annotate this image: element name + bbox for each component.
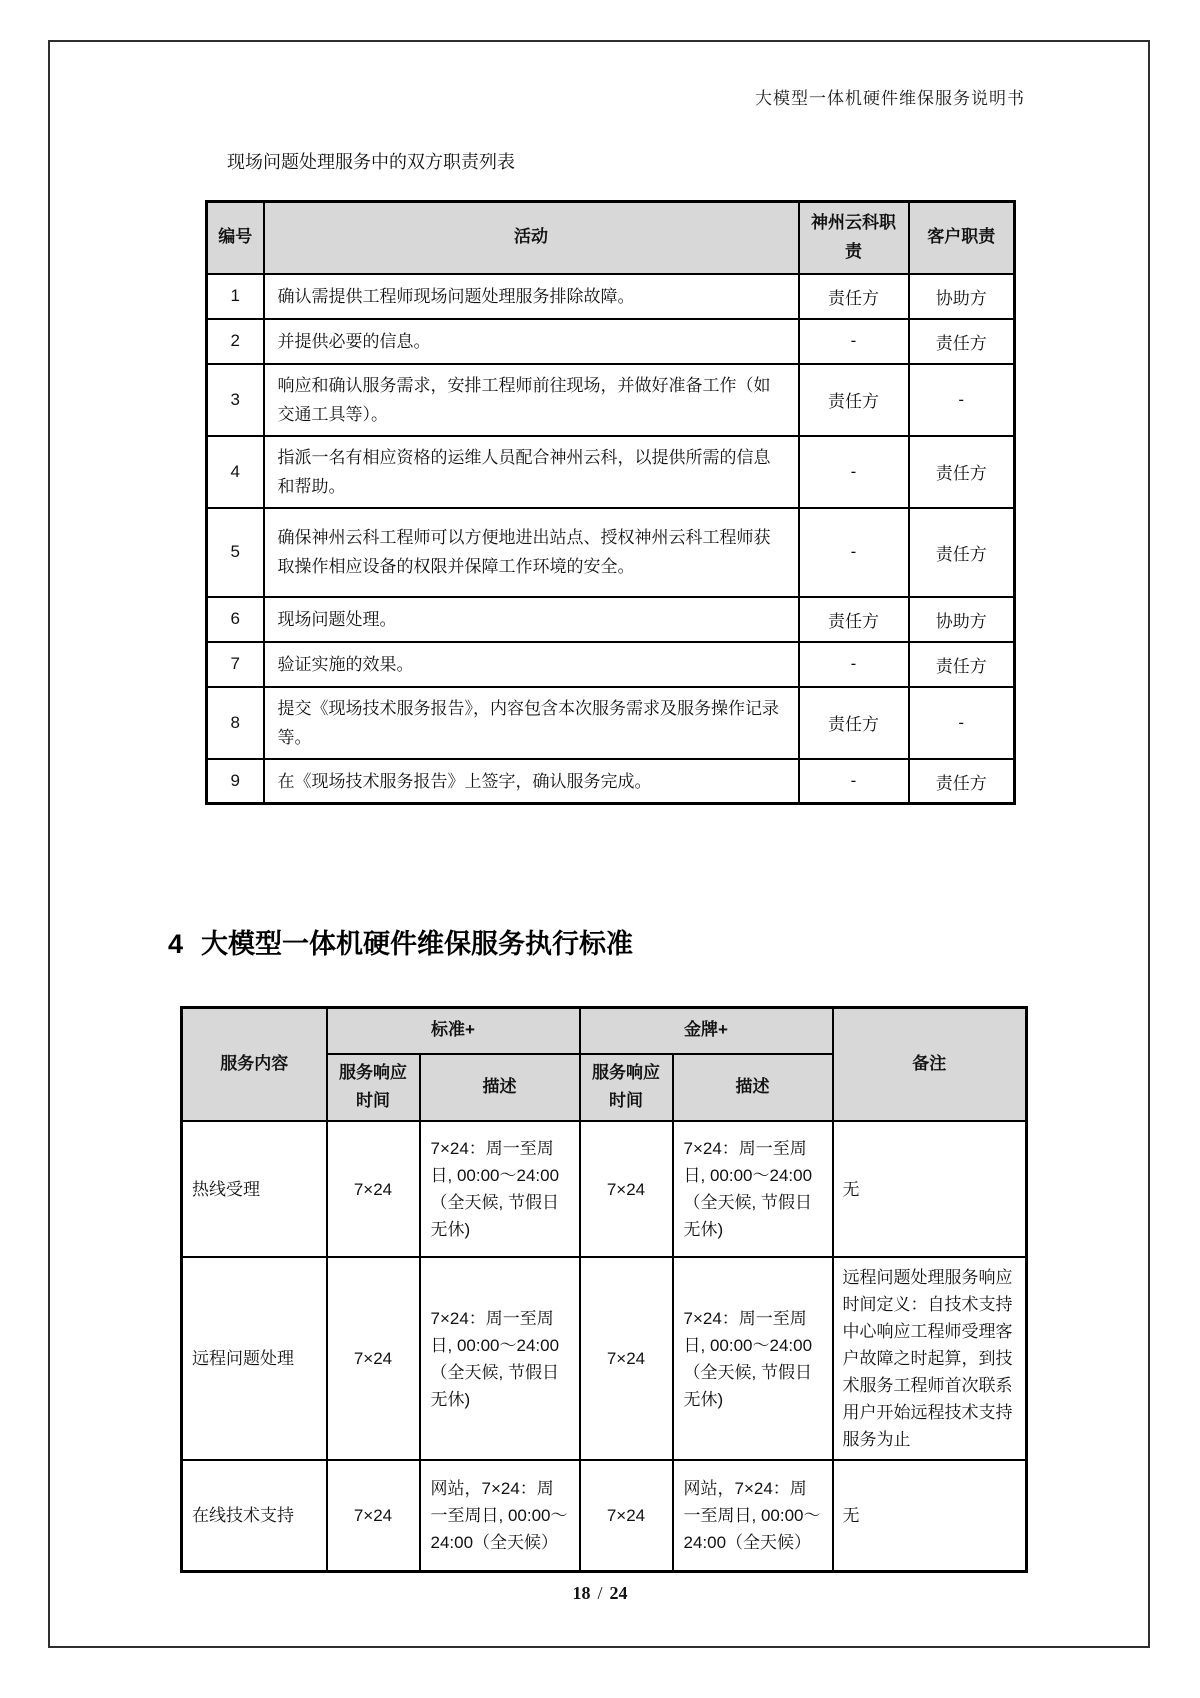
table-row	[182, 1121, 1027, 1257]
section-title: 大模型一体机硬件维保服务执行标准	[201, 929, 634, 959]
table-row	[207, 319, 1015, 364]
row-gold-response: 7×24	[580, 1121, 673, 1257]
col-header-standard-plus: 标准+	[327, 1008, 580, 1054]
row-vendor-role: 责任方	[799, 364, 909, 436]
document-header-title: 大模型一体机硬件维保服务说明书	[755, 89, 1025, 108]
row-standard-response: 7×24	[327, 1257, 420, 1460]
row-vendor-role: 责任方	[799, 274, 909, 319]
row-activity: 验证实施的效果。	[264, 642, 799, 687]
row-remark: 无	[833, 1121, 1027, 1257]
col-header-description-standard: 描述	[420, 1054, 580, 1122]
responsibility-table	[205, 200, 1016, 805]
row-standard-response: 7×24	[327, 1460, 420, 1571]
row-vendor-role: -	[799, 436, 909, 508]
total-pages: 24	[609, 1583, 628, 1603]
row-gold-response: 7×24	[580, 1257, 673, 1460]
row-gold-description: 7×24：周一至周日, 00:00～24:00（全天候, 节假日无休)	[673, 1257, 833, 1460]
row-id: 4	[207, 436, 264, 508]
row-activity: 并提供必要的信息。	[264, 319, 799, 364]
section-number: 4	[168, 929, 184, 959]
table-row	[182, 1257, 1027, 1460]
row-service: 在线技术支持	[182, 1460, 327, 1571]
intro-line: 现场问题处理服务中的双方职责列表	[227, 152, 515, 172]
row-vendor-role: -	[799, 759, 909, 804]
row-gold-response: 7×24	[580, 1460, 673, 1571]
row-id: 5	[207, 508, 264, 597]
row-customer-role: 责任方	[909, 508, 1015, 597]
table-row	[207, 759, 1015, 804]
row-customer-role: 协助方	[909, 597, 1015, 642]
table-row	[207, 597, 1015, 642]
table-row	[207, 642, 1015, 687]
row-customer-role: 责任方	[909, 436, 1015, 508]
row-gold-description: 7×24：周一至周日, 00:00～24:00（全天候, 节假日无休)	[673, 1121, 833, 1257]
row-customer-role: -	[909, 687, 1015, 759]
row-activity: 确保神州云科工程师可以方便地进出站点、授权神州云科工程师获取操作相应设备的权限并保障工作环境的安全。	[264, 508, 799, 597]
table-row	[207, 436, 1015, 508]
row-customer-role: 责任方	[909, 642, 1015, 687]
row-vendor-role: 责任方	[799, 597, 909, 642]
table-group-header-row	[182, 1008, 1027, 1054]
row-customer-role: -	[909, 364, 1015, 436]
row-service: 远程问题处理	[182, 1257, 327, 1460]
row-id: 2	[207, 319, 264, 364]
row-standard-description: 7×24：周一至周日, 00:00～24:00（全天候, 节假日无休)	[420, 1121, 580, 1257]
col-header-response-time-gold: 服务响应时间	[580, 1054, 673, 1122]
row-remark: 远程问题处理服务响应时间定义：自技术支持中心响应工程师受理客户故障之时起算，到技术服务工程师首次联系用户开始远程技术支持服务为止	[833, 1257, 1027, 1460]
table-row	[207, 364, 1015, 436]
col-header-gold-plus: 金牌+	[580, 1008, 833, 1054]
col-header-description-gold: 描述	[673, 1054, 833, 1122]
table-row	[207, 274, 1015, 319]
row-activity: 提交《现场技术服务报告》，内容包含本次服务需求及服务操作记录等。	[264, 687, 799, 759]
section-heading	[168, 922, 633, 961]
row-id: 7	[207, 642, 264, 687]
row-id: 1	[207, 274, 264, 319]
row-activity: 确认需提供工程师现场问题处理服务排除故障。	[264, 274, 799, 319]
table-row	[207, 508, 1015, 597]
row-id: 6	[207, 597, 264, 642]
row-customer-role: 责任方	[909, 759, 1015, 804]
col-header-activity: 活动	[264, 202, 799, 274]
row-gold-description: 网站，7×24：周一至周日, 00:00～24:00（全天候）	[673, 1460, 833, 1571]
page-number-separator: /	[597, 1583, 603, 1603]
row-vendor-role: -	[799, 508, 909, 597]
row-activity: 响应和确认服务需求，安排工程师前往现场，并做好准备工作（如交通工具等）。	[264, 364, 799, 436]
row-standard-description: 7×24：周一至周日, 00:00～24:00（全天候, 节假日无休)	[420, 1257, 580, 1460]
row-standard-response: 7×24	[327, 1121, 420, 1257]
row-activity: 现场问题处理。	[264, 597, 799, 642]
row-activity: 在《现场技术服务报告》上签字，确认服务完成。	[264, 759, 799, 804]
row-activity: 指派一名有相应资格的运维人员配合神州云科，以提供所需的信息和帮助。	[264, 436, 799, 508]
row-service: 热线受理	[182, 1121, 327, 1257]
col-header-response-time-standard: 服务响应时间	[327, 1054, 420, 1122]
row-id: 3	[207, 364, 264, 436]
row-vendor-role: -	[799, 642, 909, 687]
row-vendor-role: 责任方	[799, 687, 909, 759]
row-id: 9	[207, 759, 264, 804]
col-header-service: 服务内容	[182, 1008, 327, 1122]
row-customer-role: 协助方	[909, 274, 1015, 319]
col-header-id: 编号	[207, 202, 264, 274]
row-customer-role: 责任方	[909, 319, 1015, 364]
table-header-row	[207, 202, 1015, 274]
table-row	[207, 687, 1015, 759]
table-row	[182, 1460, 1027, 1571]
col-header-customer: 客户职责	[909, 202, 1015, 274]
row-standard-description: 网站，7×24：周一至周日, 00:00～24:00（全天候）	[420, 1460, 580, 1571]
row-vendor-role: -	[799, 319, 909, 364]
row-remark: 无	[833, 1460, 1027, 1571]
row-id: 8	[207, 687, 264, 759]
page-number: 18	[572, 1583, 591, 1603]
col-header-vendor: 神州云科职责	[799, 202, 909, 274]
col-header-remark: 备注	[833, 1008, 1027, 1122]
standards-table	[180, 1006, 1028, 1573]
page-footer	[0, 1583, 1200, 1604]
